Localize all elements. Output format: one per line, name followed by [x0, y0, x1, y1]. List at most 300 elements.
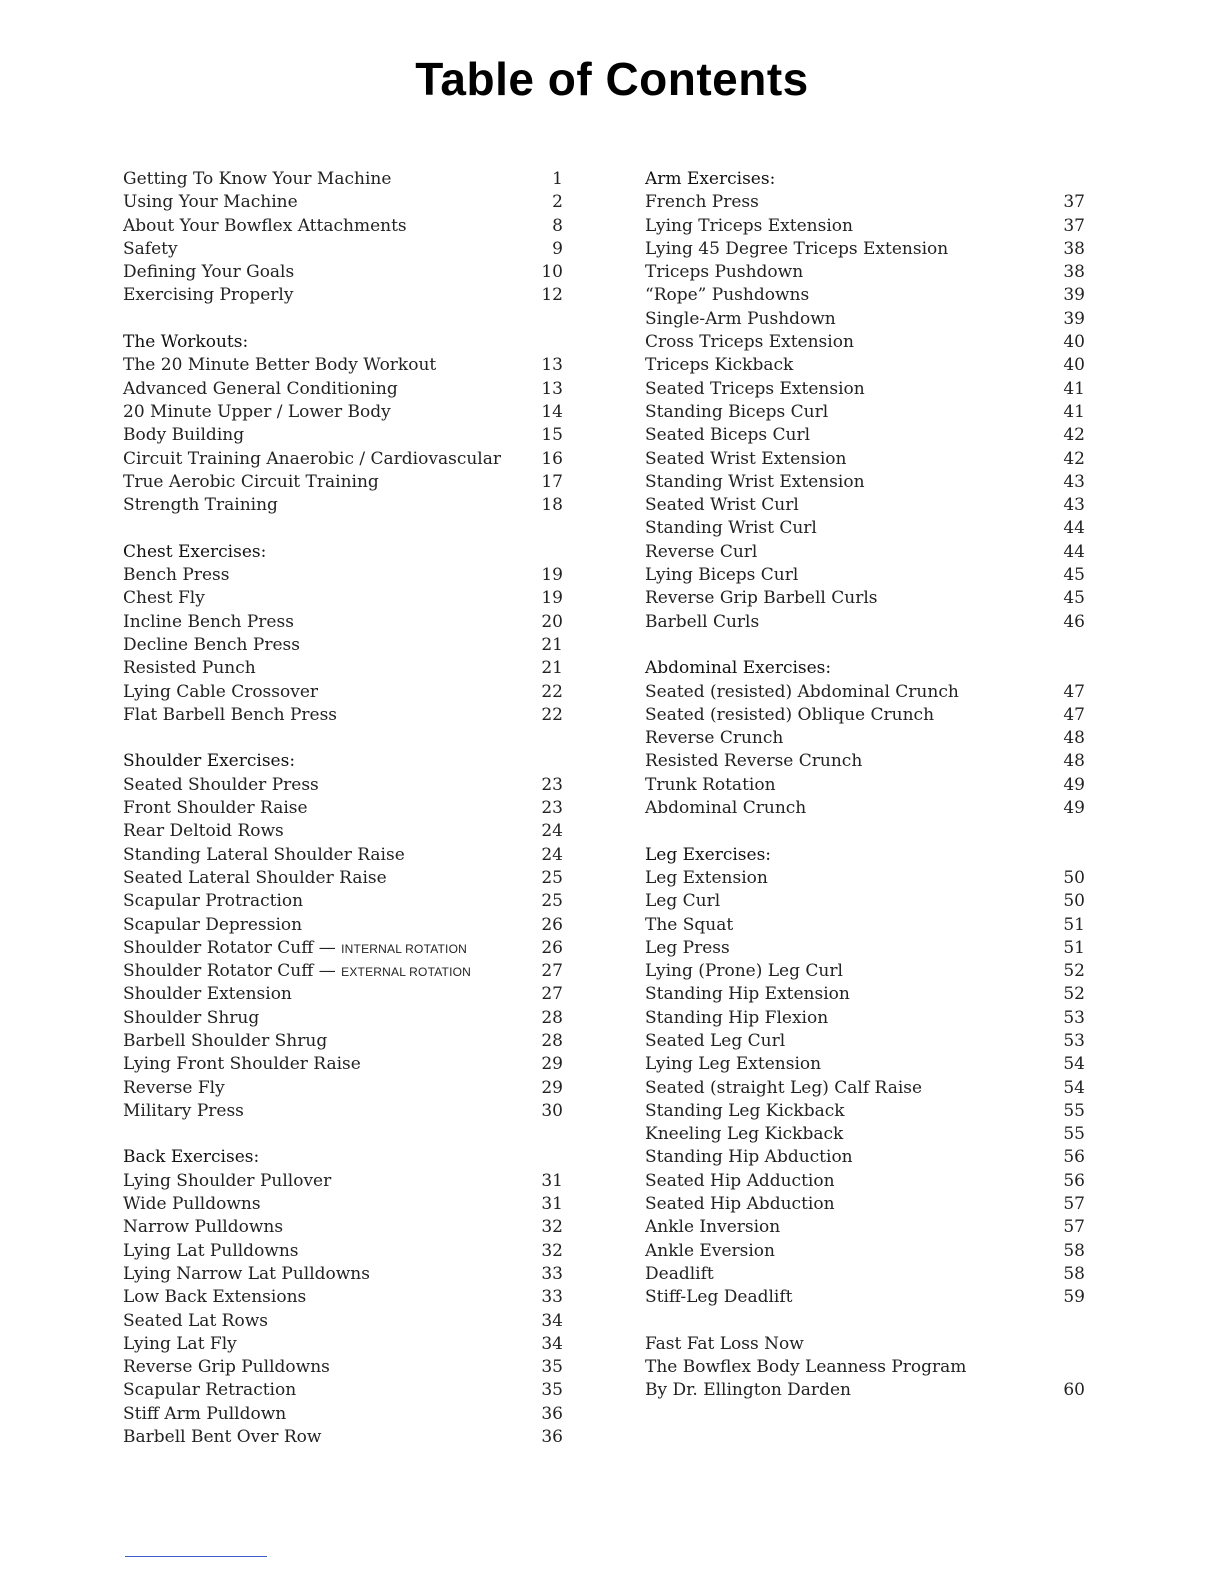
- toc-entry-text: Seated Wrist Curl: [645, 495, 799, 516]
- toc-entry-text: Reverse Curl: [645, 541, 758, 562]
- toc-page-number: 22: [541, 704, 563, 725]
- toc-entry-label: [645, 1263, 714, 1286]
- toc-entry-text: Triceps Kickback: [645, 355, 794, 376]
- toc-entry-label: [645, 378, 865, 401]
- toc-entry-text: Front Shoulder Raise: [123, 798, 308, 819]
- toc-entry: [123, 1030, 563, 1053]
- toc-page-number: 32: [541, 1240, 563, 1261]
- toc-entry-text: Stiff Arm Pulldown: [123, 1403, 287, 1424]
- toc-page-number: 2: [552, 192, 563, 213]
- toc-entry: [123, 494, 563, 517]
- toc-entry: [645, 914, 1085, 937]
- toc-page-number: 47: [1063, 704, 1085, 725]
- toc-page-number: 28: [541, 1030, 563, 1051]
- toc-page-number: 59: [1063, 1287, 1085, 1308]
- toc-entry-label: [645, 867, 768, 890]
- toc-page-number: 55: [1063, 1100, 1085, 1121]
- toc-entry-label: [123, 494, 278, 517]
- toc-entry-qualifier: EXTERNAL ROTATION: [341, 965, 471, 980]
- toc-entry-label: [645, 238, 948, 261]
- toc-entry: [645, 284, 1085, 307]
- toc-entry-text: The Workouts:: [123, 332, 249, 353]
- toc-entry-label: [645, 611, 759, 634]
- toc-entry: [645, 215, 1085, 238]
- toc-entry: [123, 401, 563, 424]
- toc-page-number: 21: [541, 634, 563, 655]
- toc-page-number: 39: [1063, 285, 1085, 306]
- toc-page-number: 58: [1063, 1263, 1085, 1284]
- toc-entry-label: [645, 1030, 785, 1053]
- toc-page-number: 22: [541, 681, 563, 702]
- toc-entry: [123, 1100, 563, 1123]
- toc-entry-text: Stiff-Leg Deadlift: [645, 1287, 793, 1308]
- toc-entry-label: [123, 1310, 268, 1333]
- toc-page-number: 48: [1063, 728, 1085, 749]
- toc-entry: [645, 1170, 1085, 1193]
- toc-page-number: 16: [541, 448, 563, 469]
- toc-entry-text: Barbell Bent Over Row: [123, 1427, 322, 1448]
- toc-entry-text: Lying Lat Fly: [123, 1333, 237, 1354]
- toc-entry-label: [123, 1403, 286, 1426]
- toc-entry-label: [123, 960, 471, 984]
- toc-entry: [123, 1426, 563, 1449]
- toc-entry-text: Standing Hip Flexion: [645, 1007, 829, 1028]
- toc-entry-text: Circuit Training Anaerobic / Cardiovascular: [123, 448, 501, 469]
- toc-entry: [645, 937, 1085, 960]
- toc-page-number: 56: [1063, 1170, 1085, 1191]
- toc-entry-label: [123, 937, 467, 961]
- toc-entry-label: [645, 401, 828, 424]
- toc-spacer: [645, 1310, 1085, 1333]
- toc-entry-label: [123, 215, 407, 238]
- toc-entry-text: Reverse Grip Barbell Curls: [645, 588, 878, 609]
- toc-entry-label: [123, 681, 318, 704]
- toc-entry-label: [123, 354, 436, 377]
- toc-page-number: 29: [541, 1054, 563, 1075]
- toc-section-heading: [123, 331, 563, 354]
- toc-entry: [645, 238, 1085, 261]
- toc-entry-text: Narrow Pulldowns: [123, 1217, 284, 1238]
- toc-entry-text: Chest Exercises:: [123, 541, 267, 562]
- toc-entry: [123, 704, 563, 727]
- toc-entry: [645, 331, 1085, 354]
- toc-entry-text: Barbell Curls: [645, 611, 760, 632]
- toc-entry: [645, 541, 1085, 564]
- toc-entry: [123, 1403, 563, 1426]
- toc-entry-text: Standing Lateral Shoulder Raise: [123, 844, 405, 865]
- toc-entry-text: Body Building: [123, 425, 245, 446]
- toc-entry-label: [645, 191, 759, 214]
- toc-entry: [123, 354, 563, 377]
- toc-entry: [645, 1286, 1085, 1309]
- toc-entry-label: [645, 1356, 966, 1379]
- toc-entry-text: Lying Lat Pulldowns: [123, 1240, 299, 1261]
- toc-entry: [645, 354, 1085, 377]
- toc-page-number: 51: [1063, 937, 1085, 958]
- toc-section-heading: [645, 657, 1085, 680]
- toc-page-number: 50: [1063, 867, 1085, 888]
- toc-entry: [645, 1030, 1085, 1053]
- toc-entry-label: [645, 1333, 804, 1356]
- toc-section-heading: [123, 1146, 563, 1169]
- toc-entry-text: Ankle Eversion: [645, 1240, 775, 1261]
- toc-entry-label: [123, 284, 293, 307]
- toc-page-number: 27: [541, 961, 563, 982]
- toc-entry-label: [645, 937, 730, 960]
- toc-page-number: 19: [541, 588, 563, 609]
- toc-entry: [123, 1216, 563, 1239]
- toc-entry: [123, 1379, 563, 1402]
- toc-page-number: 56: [1063, 1147, 1085, 1168]
- toc-entry-text: Advanced General Conditioning: [123, 378, 398, 399]
- toc-entry-text: Shoulder Extension: [123, 984, 292, 1005]
- toc-page-number: 55: [1063, 1124, 1085, 1145]
- toc-entry-text: Arm Exercises:: [645, 169, 776, 189]
- toc-entry-label: [645, 308, 836, 331]
- toc-entry-label: [123, 471, 379, 494]
- toc-entry-label: [123, 867, 387, 890]
- toc-entry-text: Standing Wrist Extension: [645, 471, 865, 492]
- toc-section-heading: [645, 168, 1085, 191]
- toc-page-number: 25: [541, 867, 563, 888]
- toc-entry: [645, 424, 1085, 447]
- toc-entry: [645, 191, 1085, 214]
- toc-entry-label: [123, 1007, 259, 1030]
- toc-page-number: 41: [1063, 378, 1085, 399]
- toc-entry: [123, 657, 563, 680]
- toc-entry-text: Safety: [123, 238, 178, 259]
- toc-entry-label: [645, 1286, 792, 1309]
- toc-spacer: [645, 820, 1085, 843]
- toc-entry: [645, 1356, 1085, 1379]
- toc-entry: [645, 704, 1085, 727]
- toc-entry: [123, 611, 563, 634]
- toc-entry: [645, 1379, 1085, 1402]
- toc-entry: [123, 960, 563, 983]
- toc-spacer: [123, 308, 563, 331]
- toc-entry-label: [123, 890, 303, 913]
- toc-page-number: 45: [1063, 588, 1085, 609]
- toc-page-number: 31: [541, 1194, 563, 1215]
- toc-entry-label: [645, 704, 934, 727]
- toc-entry-text: Barbell Shoulder Shrug: [123, 1030, 328, 1051]
- toc-entry-text: Single-Arm Pushdown: [645, 308, 836, 329]
- toc-entry: [123, 937, 563, 960]
- toc-entry-label: [645, 797, 806, 820]
- toc-page-number: 8: [552, 215, 563, 236]
- toc-entry-text: Fast Fat Loss Now: [645, 1333, 804, 1354]
- toc-page-number: 43: [1063, 495, 1085, 516]
- toc-entry: [645, 471, 1085, 494]
- toc-section-heading: [123, 541, 563, 564]
- toc-page-number: 14: [541, 401, 563, 422]
- toc-entry-label: [645, 471, 865, 494]
- toc-entry-label: [123, 1053, 361, 1076]
- toc-entry-label: [123, 261, 294, 284]
- toc-entry-label: [645, 331, 854, 354]
- toc-entry: [123, 564, 563, 587]
- toc-page-number: 31: [541, 1170, 563, 1191]
- toc-entry: [123, 1333, 563, 1356]
- toc-entry-text: Seated Shoulder Press: [123, 774, 319, 795]
- toc-page-number: 28: [541, 1007, 563, 1028]
- toc-page-number: 52: [1063, 961, 1085, 982]
- toc-entry-label: [123, 1100, 244, 1123]
- toc-entry-text: Lying (Prone) Leg Curl: [645, 961, 843, 982]
- toc-heading-label: [123, 750, 295, 773]
- toc-page-number: 23: [541, 798, 563, 819]
- toc-entry: [123, 448, 563, 471]
- toc-entry-text: Low Back Extensions: [123, 1287, 307, 1308]
- toc-page-number: 42: [1063, 425, 1085, 446]
- toc-entry: [645, 261, 1085, 284]
- toc-entry: [123, 774, 563, 797]
- toc-entry-text: Cross Triceps Extension: [645, 332, 854, 353]
- toc-entry: [123, 1193, 563, 1216]
- toc-entry: [645, 587, 1085, 610]
- toc-entry: [645, 727, 1085, 750]
- toc-entry: [645, 681, 1085, 704]
- toc-section-heading: [123, 750, 563, 773]
- toc-entry-label: [645, 1216, 780, 1239]
- toc-entry-label: [645, 1123, 843, 1146]
- toc-entry-text: Lying Leg Extension: [645, 1054, 822, 1075]
- toc-entry-text: Deadlift: [645, 1263, 714, 1284]
- toc-entry-text: Lying Shoulder Pullover: [123, 1170, 332, 1191]
- toc-entry: [123, 168, 563, 191]
- toc-entry-label: [645, 1007, 828, 1030]
- toc-entry-label: [645, 960, 843, 983]
- toc-entry-label: [123, 1263, 370, 1286]
- toc-entry: [123, 844, 563, 867]
- toc-entry-text: Wide Pulldowns: [123, 1194, 261, 1215]
- toc-entry: [123, 1286, 563, 1309]
- toc-page-number: 40: [1063, 355, 1085, 376]
- toc-entry-label: [645, 517, 817, 540]
- toc-page-number: 34: [541, 1310, 563, 1331]
- toc-entry: [645, 517, 1085, 540]
- toc-entry-label: [123, 1216, 283, 1239]
- toc-page-number: 20: [541, 611, 563, 632]
- toc-page-number: 32: [541, 1217, 563, 1238]
- toc-entry: [123, 1310, 563, 1333]
- toc-entry-text: Triceps Pushdown: [645, 262, 804, 283]
- toc-entry-label: [123, 564, 229, 587]
- toc-spacer: [123, 1123, 563, 1146]
- toc-entry-text: Seated Leg Curl: [645, 1030, 786, 1051]
- toc-page-number: 9: [552, 238, 563, 259]
- toc-entry-text: By Dr. Ellington Darden: [645, 1380, 851, 1401]
- toc-heading-label: [123, 331, 248, 354]
- toc-page-number: 47: [1063, 681, 1085, 702]
- toc-page-number: 49: [1063, 774, 1085, 795]
- toc-page-number: 15: [541, 425, 563, 446]
- toc-entry-label: [123, 844, 405, 867]
- toc-entry-text: Leg Extension: [645, 867, 768, 888]
- toc-page-number: 51: [1063, 914, 1085, 935]
- toc-page-number: 54: [1063, 1077, 1085, 1098]
- toc-spacer: [645, 634, 1085, 657]
- toc-entry: [123, 261, 563, 284]
- toc-entry-text: Abdominal Exercises:: [645, 658, 832, 679]
- toc-entry-label: [123, 1030, 327, 1053]
- toc-page-number: 54: [1063, 1054, 1085, 1075]
- toc-entry-text: “Rope” Pushdowns: [645, 285, 810, 306]
- toc-page-number: 13: [541, 378, 563, 399]
- toc-entry-text: Bench Press: [123, 565, 230, 586]
- toc-entry-text: Seated (straight Leg) Calf Raise: [645, 1077, 923, 1098]
- toc-page-number: 24: [541, 821, 563, 842]
- toc-entry: [645, 890, 1085, 913]
- toc-entry-label: [123, 1170, 331, 1193]
- toc-entry-text: Seated Wrist Extension: [645, 448, 847, 469]
- toc-entry-text: Standing Hip Extension: [645, 984, 850, 1005]
- toc-entry-label: [123, 378, 398, 401]
- toc-entry-label: [645, 564, 798, 587]
- toc-page-number: 27: [541, 984, 563, 1005]
- toc-entry-text: Decline Bench Press: [123, 634, 300, 655]
- toc-entry-text: Shoulder Rotator Cuff —: [123, 937, 342, 958]
- toc-entry-label: [123, 1077, 225, 1100]
- toc-entry-label: [123, 983, 292, 1006]
- toc-entry-text: Exercising Properly: [123, 285, 294, 306]
- toc-entry-text: Shoulder Shrug: [123, 1007, 260, 1028]
- toc-page-number: 1: [552, 169, 563, 189]
- toc-entry-label: [123, 1356, 330, 1379]
- toc-page-number: 43: [1063, 471, 1085, 492]
- toc-entry-label: [123, 1426, 321, 1449]
- toc-entry: [645, 378, 1085, 401]
- toc-entry-label: [123, 1193, 261, 1216]
- toc-page-number: 33: [541, 1287, 563, 1308]
- toc-entry: [645, 611, 1085, 634]
- toc-entry-text: 20 Minute Upper / Lower Body: [123, 401, 391, 422]
- toc-entry-text: Lying 45 Degree Triceps Extension: [645, 238, 949, 259]
- toc-page-number: 26: [541, 937, 563, 958]
- toc-page-number: 38: [1063, 238, 1085, 259]
- toc-page-number: 36: [541, 1403, 563, 1424]
- toc-entry: [123, 191, 563, 214]
- toc-entry-text: Chest Fly: [123, 588, 205, 609]
- toc-entry: [645, 1193, 1085, 1216]
- toc-page-number: 44: [1063, 518, 1085, 539]
- toc-entry: [123, 914, 563, 937]
- toc-page-number: 38: [1063, 262, 1085, 283]
- toc-entry-text: Reverse Crunch: [645, 728, 784, 749]
- toc-entry: [645, 448, 1085, 471]
- toc-entry-text: French Press: [645, 192, 759, 213]
- toc-entry-label: [123, 820, 284, 843]
- toc-entry-label: [645, 727, 783, 750]
- toc-page-number: 40: [1063, 332, 1085, 353]
- toc-entry: [645, 1146, 1085, 1169]
- toc-entry: [645, 308, 1085, 331]
- toc-entry: [123, 1240, 563, 1263]
- toc-entry-text: About Your Bowflex Attachments: [123, 215, 407, 236]
- toc-right-column: [645, 168, 1085, 1403]
- toc-entry: [123, 867, 563, 890]
- toc-entry-label: [645, 774, 776, 797]
- toc-page-number: 42: [1063, 448, 1085, 469]
- toc-entry-text: Back Exercises:: [123, 1147, 260, 1168]
- toc-entry-label: [123, 587, 205, 610]
- toc-entry-label: [645, 424, 810, 447]
- toc-entry-text: Reverse Fly: [123, 1077, 225, 1098]
- toc-page-number: 58: [1063, 1240, 1085, 1261]
- toc-entry-text: Lying Triceps Extension: [645, 215, 853, 236]
- toc-entry-text: Lying Cable Crossover: [123, 681, 319, 702]
- toc-entry-text: Using Your Machine: [123, 192, 298, 213]
- toc-page-number: 26: [541, 914, 563, 935]
- toc-entry: [123, 820, 563, 843]
- toc-page-number: 10: [541, 262, 563, 283]
- toc-page-number: 53: [1063, 1007, 1085, 1028]
- toc-entry: [123, 634, 563, 657]
- toc-page-number: 45: [1063, 565, 1085, 586]
- toc-entry-text: Flat Barbell Bench Press: [123, 704, 338, 725]
- toc-entry-text: Seated Lateral Shoulder Raise: [123, 867, 387, 888]
- toc-entry-label: [645, 750, 862, 773]
- toc-page-number: 36: [541, 1427, 563, 1448]
- toc-entry: [645, 1216, 1085, 1239]
- toc-page-number: 49: [1063, 798, 1085, 819]
- toc-entry-label: [123, 1333, 237, 1356]
- toc-page-number: 48: [1063, 751, 1085, 772]
- toc-page-number: 37: [1063, 215, 1085, 236]
- toc-entry: [645, 401, 1085, 424]
- toc-entry-text: Seated Lat Rows: [123, 1310, 268, 1331]
- toc-entry-text: Seated Biceps Curl: [645, 425, 811, 446]
- toc-entry-label: [123, 774, 319, 797]
- toc-entry-label: [123, 1379, 296, 1402]
- toc-entry-text: Lying Biceps Curl: [645, 565, 799, 586]
- toc-entry: [123, 378, 563, 401]
- toc-entry-text: Seated (resisted) Abdominal Crunch: [645, 681, 959, 702]
- toc-entry-text: Abdominal Crunch: [645, 798, 807, 819]
- toc-heading-label: [123, 1146, 259, 1169]
- toc-page-number: 30: [541, 1100, 563, 1121]
- toc-page-number: 13: [541, 355, 563, 376]
- toc-entry: [123, 424, 563, 447]
- toc-page-number: 12: [541, 285, 563, 306]
- toc-entry: [123, 238, 563, 261]
- toc-page-number: 24: [541, 844, 563, 865]
- toc-entry: [123, 1263, 563, 1286]
- toc-entry-label: [123, 611, 294, 634]
- toc-entry-text: Shoulder Exercises:: [123, 751, 296, 772]
- toc-entry-text: Leg Curl: [645, 891, 721, 912]
- toc-entry-text: The Squat: [645, 914, 734, 935]
- toc-entry-label: [645, 1240, 775, 1263]
- toc-entry-label: [645, 448, 846, 471]
- toc-entry-label: [123, 634, 300, 657]
- toc-entry-text: Resisted Reverse Crunch: [645, 751, 863, 772]
- toc-entry-label: [645, 261, 803, 284]
- toc-entry-text: Scapular Depression: [123, 914, 303, 935]
- toc-page-number: 60: [1063, 1380, 1085, 1401]
- toc-page-number: 53: [1063, 1030, 1085, 1051]
- toc-entry: [123, 797, 563, 820]
- toc-entry: [645, 960, 1085, 983]
- toc-entry: [645, 1100, 1085, 1123]
- toc-entry: [645, 494, 1085, 517]
- toc-entry-label: [645, 681, 959, 704]
- toc-entry-label: [645, 983, 850, 1006]
- toc-entry-label: [123, 238, 178, 261]
- toc-entry-label: [123, 401, 391, 424]
- toc-entry: [123, 1077, 563, 1100]
- toc-entry-label: [123, 424, 244, 447]
